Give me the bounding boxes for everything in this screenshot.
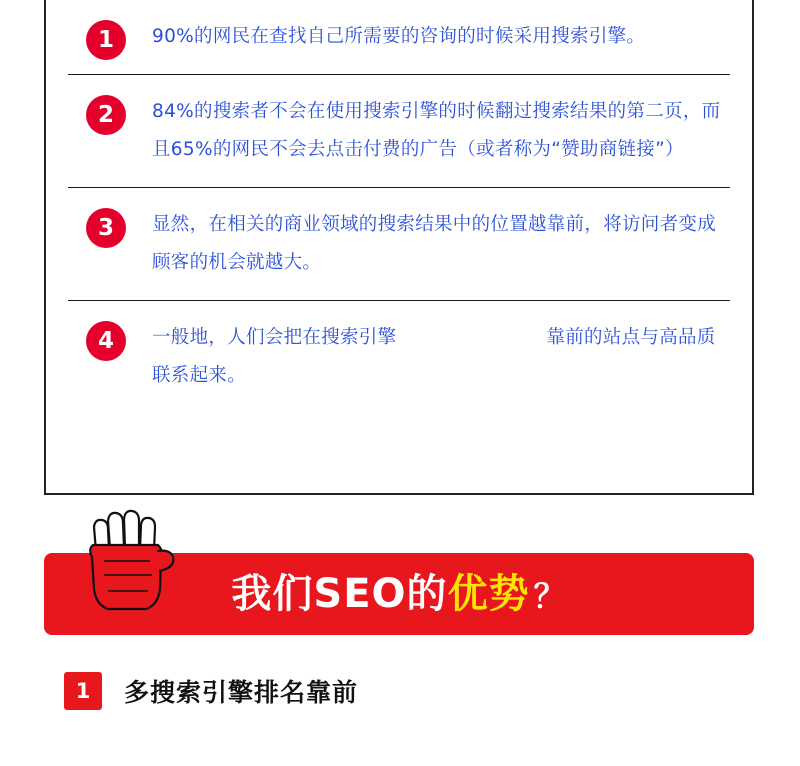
stat-text-4-after: 靠前的站点与高品质联系起来。 (152, 327, 716, 386)
list-item (68, 300, 730, 413)
stat-text-4-before: 一般地，人们会把在搜索引擎 (152, 327, 397, 348)
stat-text-4 (126, 301, 730, 413)
stat-badge-2: 2 (86, 95, 126, 135)
stat-badge-4: 4 (86, 321, 126, 361)
banner-title-suffix: ？ (533, 577, 567, 615)
advantage-label-1: 多搜索引擎排名靠前 (124, 678, 359, 707)
list-item (68, 187, 730, 300)
advantage-banner (44, 553, 754, 635)
list-item (68, 74, 730, 187)
banner-title (44, 553, 754, 635)
banner-title-highlight: 优势 (447, 571, 530, 617)
seo-stats-card (44, 0, 754, 495)
advantage-badge-1: 1 (64, 672, 102, 710)
list-item (68, 0, 730, 74)
stat-text-1: 90%的网民在查找自己所需要的咨询的时候采用搜索引擎。 (152, 26, 646, 47)
stat-text-2: 84%的搜索者不会在使用搜索引擎的时候翻过搜索结果的第二页，而且65%的网民不会去点击付费的广告（或者称为“赞助商链接”） (152, 101, 721, 160)
advantage-item-1 (64, 672, 358, 710)
seo-stats-list (68, 0, 730, 413)
stat-badge-3: 3 (86, 208, 126, 248)
banner-title-prefix: 我们SEO的 (231, 571, 448, 617)
stat-badge-1: 1 (86, 20, 126, 60)
stat-text-3: 显然，在相关的商业领域的搜索结果中的位置越靠前，将访问者变成顾客的机会就越大。 (152, 214, 717, 273)
